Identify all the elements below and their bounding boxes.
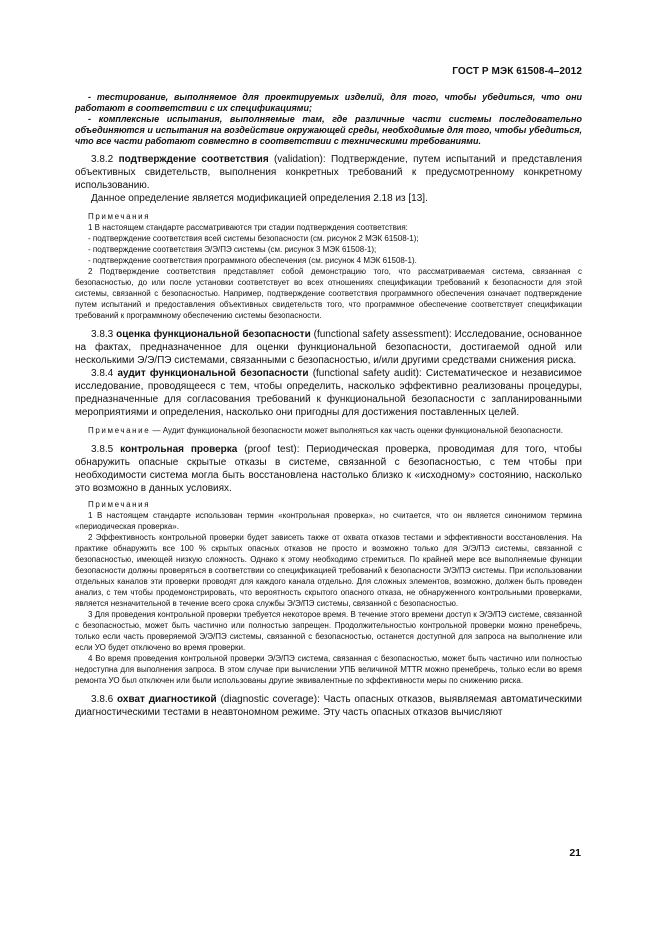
audit-note xyxy=(75,425,582,436)
clause-3-8-4 xyxy=(75,367,582,419)
note-item: 1 В настоящем стандарте рассматриваются три стадии подтверждения соответствия: xyxy=(88,223,408,232)
note-item: 3 Для проведения контрольной проверки требуется некоторое время. В течение этого времени доступ к Э/Э/ПЭ системе, связанной с безопасностью, может быть частично или полностью запрещен. Продолжительностью контрольной проверки можно пренебречь, только если часть проверяемой Э/Э/ПЭ системы, связанной с безопасностью, останется доступной для запроса на выполнение или если УО будет отключено во время проверки. xyxy=(75,610,582,652)
clause-number: 3.8.6 xyxy=(91,694,114,705)
definition-text: (functional safety assessment): Исследование, основанное на фактах, предназначенное для оценки функциональной безопасности, достигаемой одной или несколькими Э/Э/ПЭ системами, связанными с безопасностью, и/или другими средствами снижения риска. xyxy=(75,329,582,366)
term-functional-safety-assessment: оценка функциональной безопасности xyxy=(116,329,311,340)
notes-title: Примечания xyxy=(88,500,151,509)
notes-title: Примечания xyxy=(88,212,151,221)
definition-text: (diagnostic coverage): Часть опасных отказов, выявляемая автоматическими диагностическими тестами в неавтономном режиме. Эту часть опасных отказов вычисляют xyxy=(75,694,582,718)
note-item: - подтверждение соответствия программного обеспечения (см. рисунок 4 МЭК 61508-1). xyxy=(88,256,417,265)
definition-text: (proof test): Периодическая проверка, проводимая для того, чтобы обнаружить опасные скрытые отказы в системе, связанной с безопасностью, с тем чтобы при необходимости система могла быть восстановлена настолько близко к «исходному» состоянию, насколько это возможно в данных условиях. xyxy=(75,444,582,494)
clause-3-8-5 xyxy=(75,443,582,495)
term-diagnostic-coverage: охват диагностикой xyxy=(117,694,217,705)
note-item: 2 Подтверждение соответствия представляет собой демонстрацию того, что рассматриваемая система, связанная с безопасностью, до или после установки соответствует во всех отношениях спецификации требований к безопасности для этой системы, связанной с безопасностью. Например, подтверждение соответствия программного обеспечения означает подтверждение путем испытаний и предоставления объективных свидетельств того, что программное обеспечение соответствует спецификации требований к программному обеспечению системы безопасности. xyxy=(75,267,582,320)
modification-note: Данное определение является модификацией определения 2.18 из [13]. xyxy=(91,193,428,204)
clause-number: 3.8.4 xyxy=(91,368,114,379)
term-functional-safety-audit: аудит функциональной безопасности xyxy=(117,368,309,379)
clause-3-8-6 xyxy=(75,693,582,719)
clause-3-8-3 xyxy=(75,328,582,367)
note-item: - подтверждение соответствия Э/Э/ПЭ системы (см. рисунок 3 МЭК 61508-1); xyxy=(88,245,377,254)
intro-item-testing: - тестирование, выполняемое для проектируемых изделий, для того, чтобы убедиться, что они работают в соответствии с их спецификациями; xyxy=(75,92,582,113)
definition-text: (functional safety audit): Систематическое и независимое исследование, проводящееся с тем, чтобы определить, насколько эффективно реализованы процедуры, предназначенные для согласования требований к функциональной безопасности с запланированными мероприятиями и определения, насколько они пригодны для достижения поставленных целей. xyxy=(75,368,582,418)
note-item: 4 Во время проведения контрольной проверки Э/Э/ПЭ система, связанная с безопасностью, может быть частично или полностью недоступна для выполнения запроса. В этом случае при вычислении УПБ величиной MTTR можно пренебречь, только если во время ремонта УО был отключен или были использованы другие эквивалентные по эффективности меры по снижению риска. xyxy=(75,654,582,685)
intro-item-integration: - комплексные испытания, выполняемые там, где различные части системы последовательно объединяются и испытания на воздействие окружающей среды, необходимые для того, чтобы убедиться, что все части работают совместно в соответствии с техническими требованиями. xyxy=(75,114,582,146)
note-label: Примечание xyxy=(88,426,151,435)
clause-number: 3.8.3 xyxy=(91,329,114,340)
note-item: 2 Эффективность контрольной проверки будет зависеть также от охвата отказов тестами и эффективности восстановления. На практике обнаружить все 100 % скрытых опасных отказов не просто и возможно только для Э/Э/ПЭ системы, связанной с безопасностью, имеющей низкую сложность. Однако к этому необходимо стремиться. По крайней мере все выполняемые функции безопасности должны проверяться в соответствии со спецификацией требований к безопасности Э/Э/ПЭ системы. При использовании отдельных каналов эти проверки проводят для каждого канала отдельно. Для сложных элементов, возможно, должен быть проведен анализ, с тем чтобы продемонстрировать, что вероятность скрытого опасного отказа, не обнаруженного контрольными проверками, является незначительной в течение всего срока службы Э/Э/ПЭ системы, связанной с безопасностью. xyxy=(75,533,582,608)
standard-header: ГОСТ Р МЭК 61508-4–2012 xyxy=(452,66,582,77)
definition-text: (validation): Подтверждение, путем испытаний и представления объективных свидетельств, выполнения конкретных требований к предусмотренному конкретному использованию. xyxy=(75,154,582,191)
clause-3-8-2 xyxy=(75,153,582,192)
note-item: 1 В настоящем стандарте использован термин «контрольная проверка», но считается, что он является синонимом термина «периодическая проверка». xyxy=(75,511,582,531)
clause-number: 3.8.2 xyxy=(91,154,114,165)
clause-number: 3.8.5 xyxy=(91,444,114,455)
note-text: — Аудит функциональной безопасности может выполняться как часть оценки функциональной безопасности. xyxy=(150,426,563,435)
page-number: 21 xyxy=(569,847,581,859)
term-proof-test: контрольная проверка xyxy=(120,444,238,455)
term-validation: подтверждение соответствия xyxy=(118,154,269,165)
page-content xyxy=(75,92,582,719)
note-item: - подтверждение соответствия всей системы безопасности (см. рисунок 2 МЭК 61508-1); xyxy=(88,234,419,243)
